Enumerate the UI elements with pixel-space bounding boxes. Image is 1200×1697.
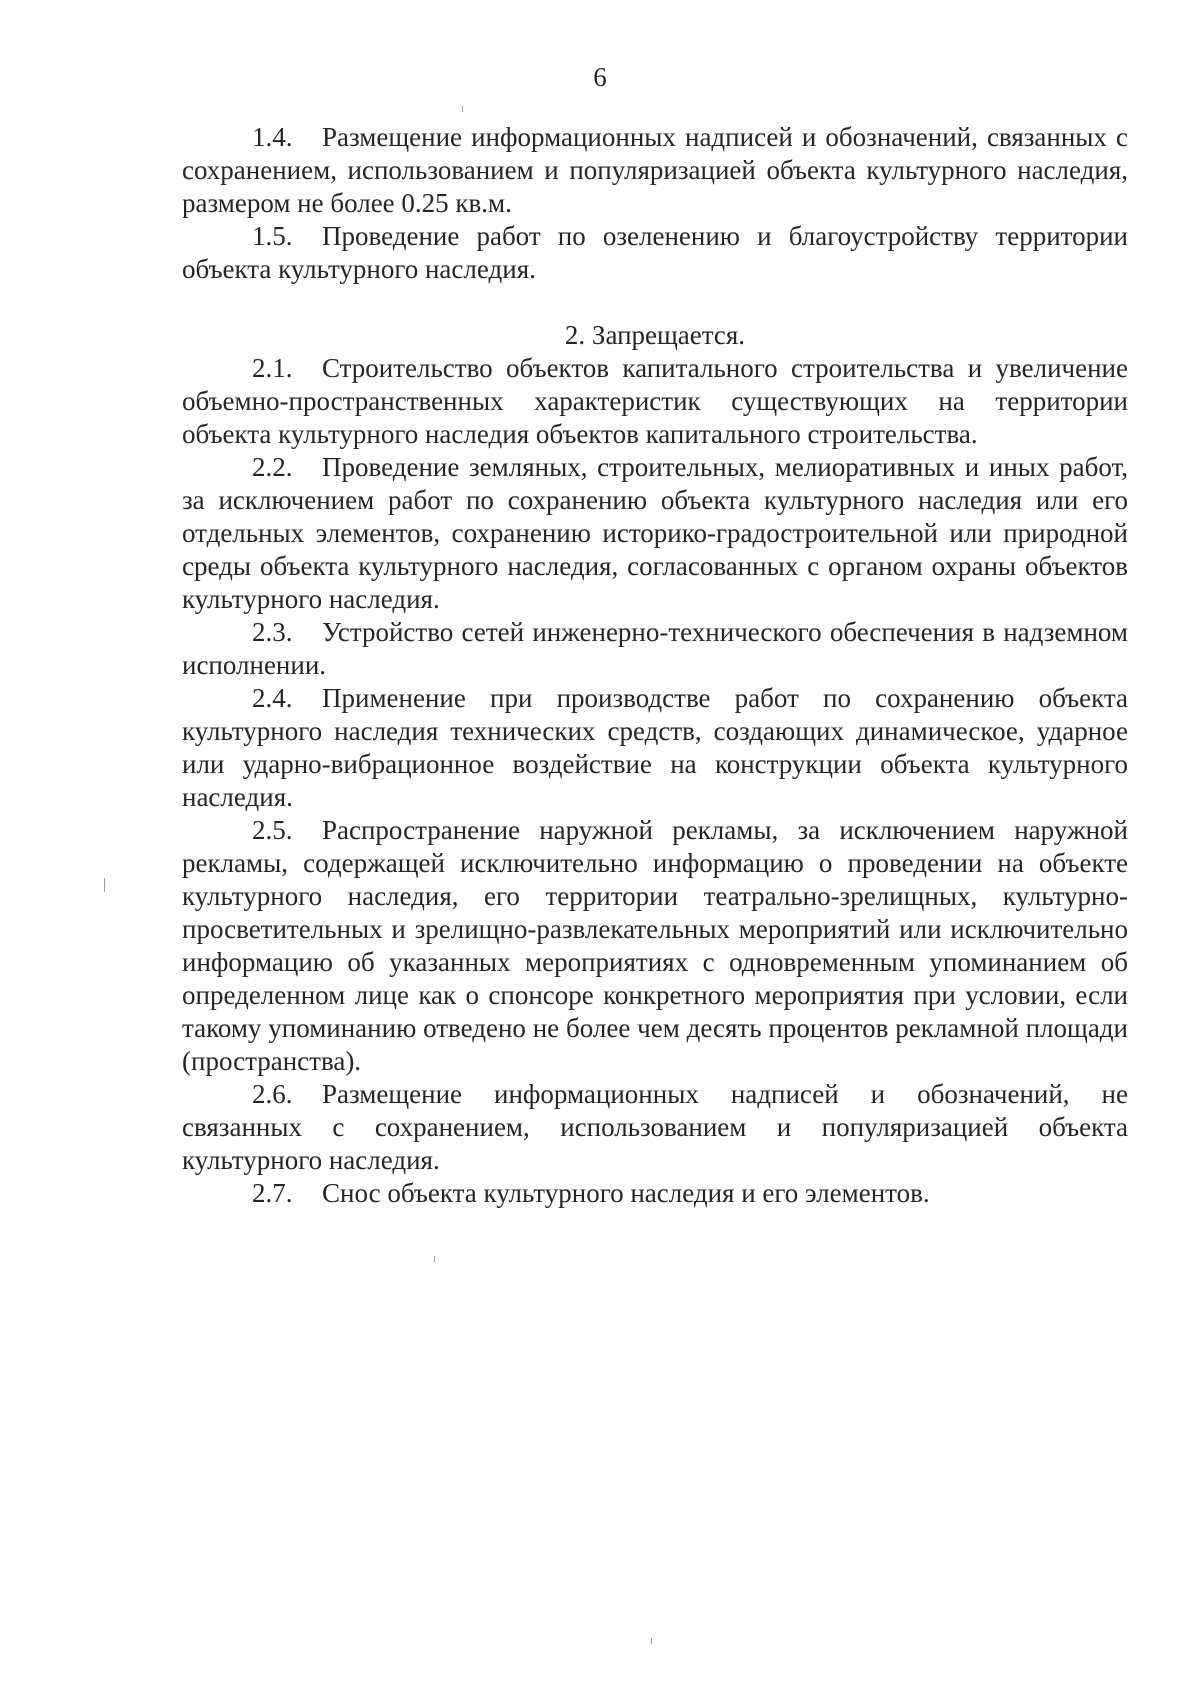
clause-1-5 [182, 220, 1128, 286]
clause-text: Снос объекта культурного наследия и его элементов. [322, 1178, 930, 1208]
section-heading: 2. Запрещается. [564, 320, 746, 350]
clause-2-1 [182, 352, 1128, 451]
clause-2-4 [182, 682, 1128, 814]
page-number: 6 [593, 62, 607, 92]
clause-number: 2.2. [252, 452, 293, 482]
clause-1-4 [182, 121, 1128, 220]
clause-2-3 [182, 616, 1128, 682]
clause-text: Распространение наружной рекламы, за исключением наружной рекламы, содержащей исключительно информацию о проведении на объекте культурного наследия, его территории театрально-зрелищных, культурно-просветительных и зрелищно-развлекательных мероприятий или исключительно информацию об указанных мероприятиях с одновременным упоминанием об определенном лице как о спонсоре конкретного мероприятия при условии, если такому упоминанию отведено не более чем десять процентов рекламной площади (пространства). [182, 815, 1128, 1076]
clause-2-5 [182, 814, 1128, 1078]
clause-number: 2.3. [252, 617, 293, 647]
clause-text: Проведение работ по озеленению и благоустройству территории объекта культурного наследия. [182, 221, 1128, 284]
clause-text: Размещение информационных надписей и обозначений, не связанных с сохранением, использованием и популяризацией объекта культурного наследия. [182, 1079, 1128, 1175]
clause-number: 2.7. [252, 1178, 293, 1208]
scan-speck [104, 878, 105, 892]
clause-text: Проведение земляных, строительных, мелиоративных и иных работ, за исключением работ по сохранению объекта культурного наследия или его отдельных элементов, сохранению историко-градостроительной или природной среды объекта культурного наследия, согласованных с органом охраны объектов культурного наследия. [182, 452, 1128, 614]
clause-number: 1.4. [252, 122, 293, 152]
clause-number: 2.6. [252, 1079, 293, 1109]
clause-text: Применение при производстве работ по сохранению объекта культурного наследия технических средств, создающих динамическое, ударное или ударно-вибрационное воздействие на конструкции объекта культурного наследия. [182, 683, 1128, 812]
scan-speck [462, 106, 463, 112]
clause-text: Устройство сетей инженерно-технического обеспечения в надземном исполнении. [182, 617, 1128, 680]
scan-speck [651, 1638, 652, 1644]
clause-number: 2.4. [252, 683, 293, 713]
clause-2-2 [182, 451, 1128, 616]
clause-text: Размещение информационных надписей и обозначений, связанных с сохранением, использованием и популяризацией объекта культурного наследия, размером не более 0.25 кв.м. [182, 122, 1128, 218]
clause-2-6 [182, 1078, 1128, 1177]
clause-number: 2.1. [252, 353, 293, 383]
clause-number: 2.5. [252, 815, 293, 845]
clause-number: 1.5. [252, 221, 293, 251]
clause-2-7 [182, 1177, 1128, 1210]
clause-text: Строительство объектов капитального строительства и увеличение объемно-пространственных характеристик существующих на территории объекта культурного наследия объектов капитального строительства. [182, 353, 1128, 449]
document-body [182, 121, 1128, 1210]
scan-speck [434, 1256, 435, 1262]
